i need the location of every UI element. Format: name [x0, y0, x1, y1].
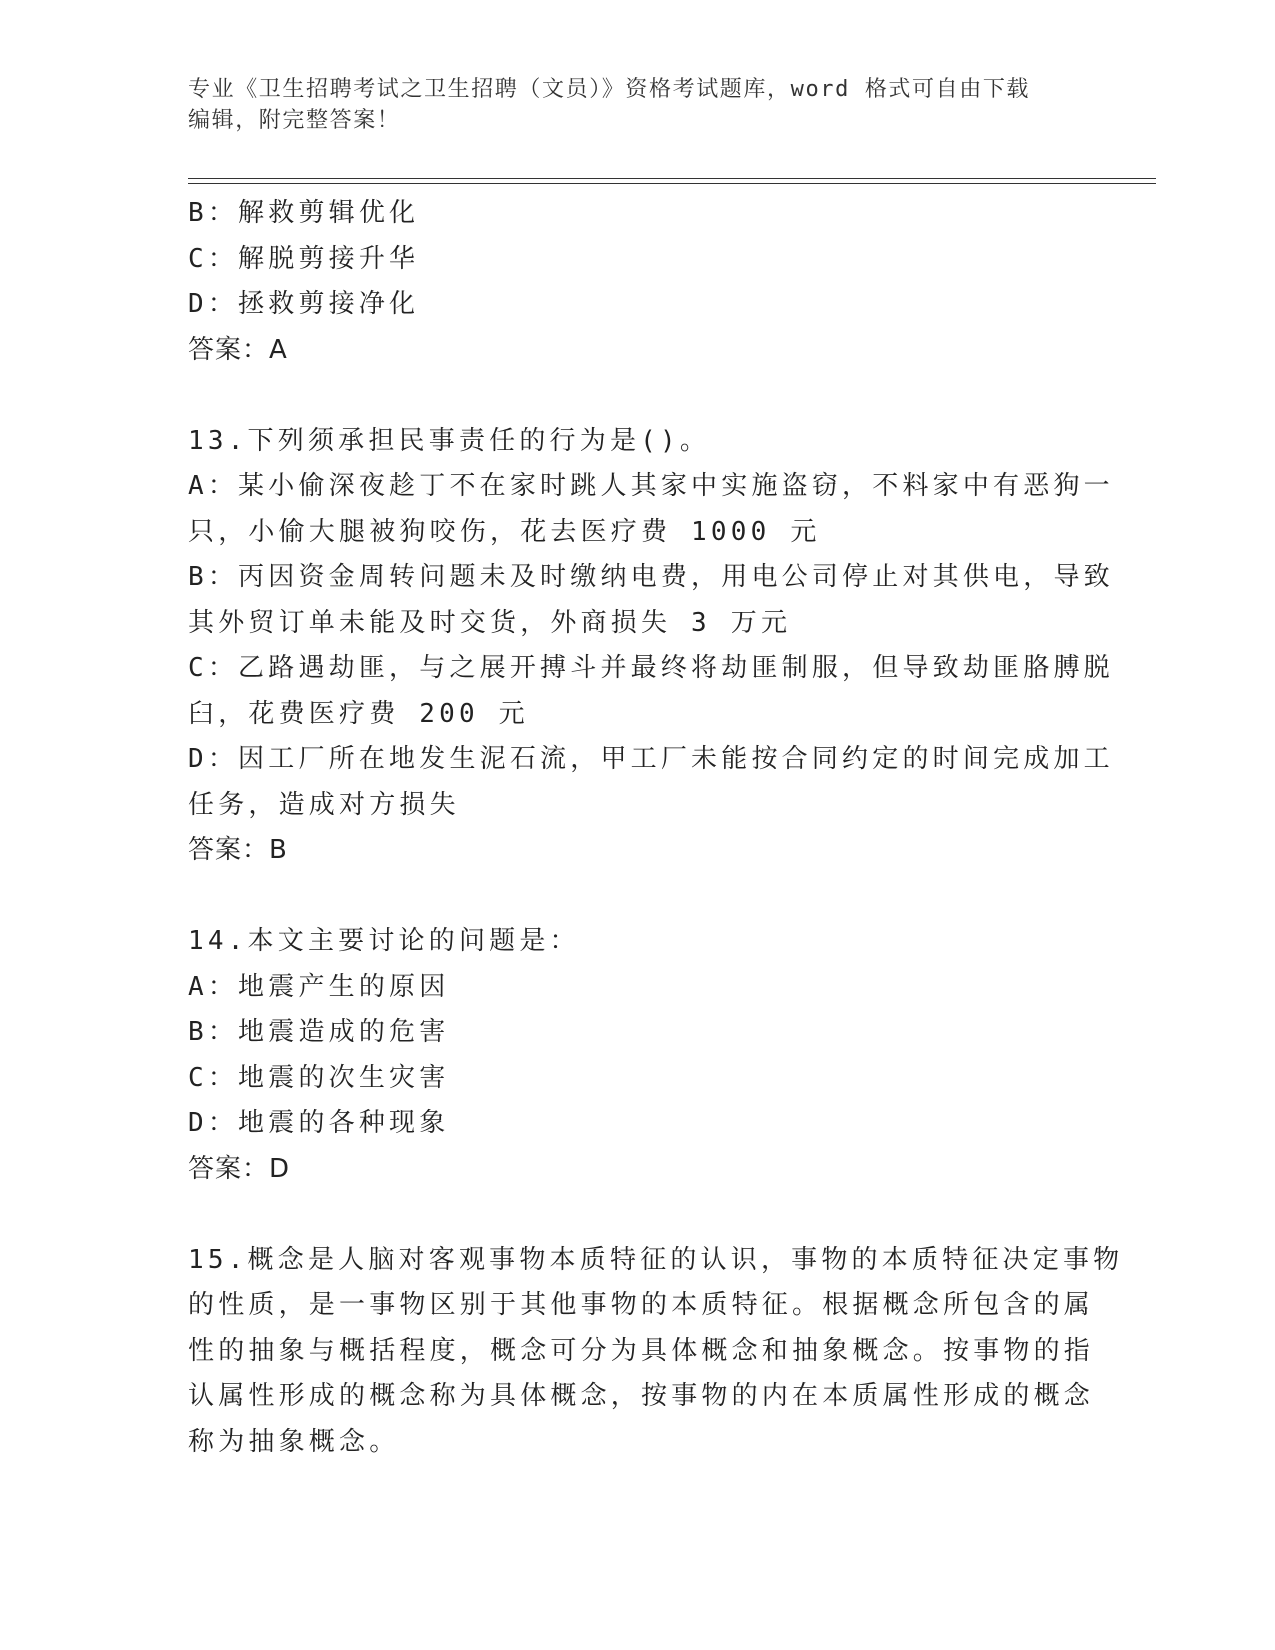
- header-divider-top: [188, 178, 1156, 179]
- q12-option-b: B：解救剪辑优化: [188, 198, 420, 228]
- q14-option-a: A：地震产生的原因: [188, 971, 450, 1002]
- q13-option-a-line-2: 只，小偷大腿被狗咬伤，花去医疗费 1000 元: [188, 516, 821, 547]
- q13-option-a-line-1: A：某小偷深夜趁丁不在家时跳人其家中实施盗窃，不料家中有恶狗一: [188, 471, 1114, 501]
- q15-line-1: 15.概念是人脑对客观事物本质特征的认识，事物的本质特征决定事物: [188, 1244, 1124, 1275]
- header-divider-bottom: [188, 183, 1156, 184]
- q14-option-d: D：地震的各种现象: [188, 1108, 450, 1138]
- question-13: [188, 419, 1114, 874]
- q13-option-b-line-1: B：丙因资金周转问题未及时缴纳电费，用电公司停止对其供电，导致: [188, 562, 1114, 592]
- q14-option-b: B：地震造成的危害: [188, 1017, 450, 1047]
- spacer: [188, 373, 1088, 419]
- q15-line-5: 称为抽象概念。: [188, 1426, 400, 1457]
- q13-option-b-line-2: 其外贸订单未能及时交货，外商损失 3 万元: [188, 607, 792, 638]
- question-14: [188, 919, 1088, 1192]
- q15-line-3: 性的抽象与概括程度，概念可分为具体概念和抽象概念。按事物的指: [188, 1335, 1095, 1366]
- q13-answer: 答案：B: [188, 835, 288, 865]
- document-body: [188, 191, 1124, 1465]
- q13-option-d-line-1: D：因工厂所在地发生泥石流，甲工厂未能按合同约定的时间完成加工: [188, 744, 1114, 774]
- q15-line-4: 认属性形成的概念称为具体概念，按事物的内在本质属性形成的概念: [188, 1381, 1095, 1411]
- q15-line-2: 的性质，是一事物区别于其他事物的本质特征。根据概念所包含的属: [188, 1290, 1095, 1320]
- q12-option-c: C：解脱剪接升华: [188, 243, 420, 274]
- header-line-2: 编辑，附完整答案！: [188, 108, 401, 133]
- q14-option-c: C：地震的次生灾害: [188, 1062, 450, 1093]
- q14-answer: 答案：D: [188, 1153, 291, 1184]
- q13-option-c-line-2: 臼，花费医疗费 200 元: [188, 698, 529, 729]
- question-15: [188, 1238, 1124, 1466]
- q12-answer: 答案：A: [188, 334, 288, 365]
- document-header: [188, 74, 1088, 136]
- header-line-1: 专业《卫生招聘考试之卫生招聘（文员）》资格考试题库，word 格式可自由下载: [188, 77, 1031, 102]
- q13-option-c-line-1: C：乙路遇劫匪，与之展开搏斗并最终将劫匪制服，但导致劫匪胳膊脱: [188, 653, 1114, 683]
- q13-option-d-line-2: 任务，造成对方损失: [188, 789, 460, 820]
- q12-option-d: D：拯救剪接净化: [188, 289, 420, 319]
- q13-question: 13.下列须承担民事责任的行为是()。: [188, 425, 711, 456]
- spacer: [188, 874, 1088, 920]
- question-12-tail: [188, 191, 1088, 373]
- spacer: [188, 1192, 1088, 1238]
- q14-question: 14.本文主要讨论的问题是：: [188, 926, 580, 956]
